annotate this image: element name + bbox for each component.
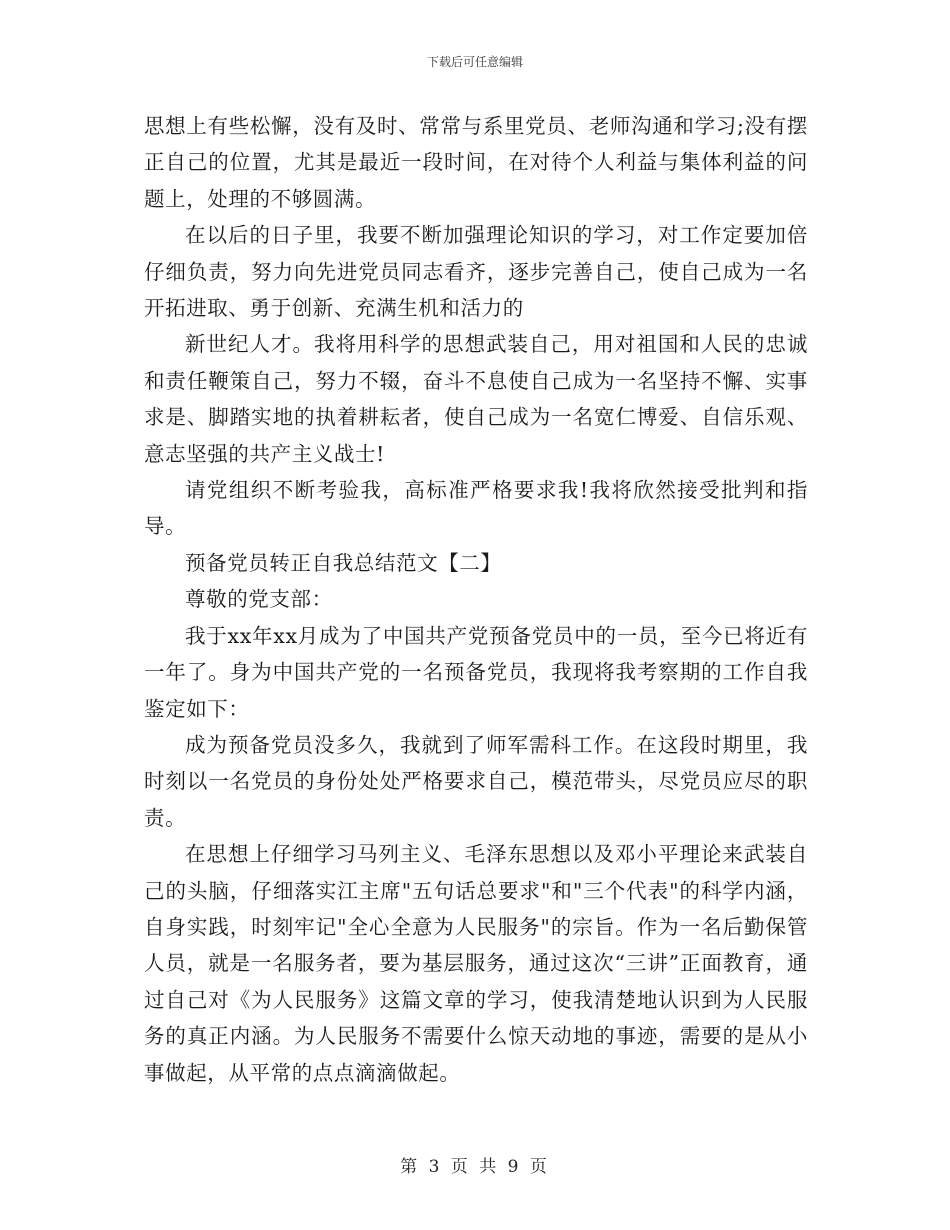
document-body bbox=[144, 108, 808, 1091]
paragraph-7: 我于xx年xx月成为了中国共产党预备党员中的一员，至今已将近有一年了。身为中国共产党的一名预备党员，我现将我考察期的工作自我鉴定如下： bbox=[144, 623, 808, 721]
paragraph-9: 在思想上仔细学习马列主义、毛泽东思想以及邓小平理论来武装自己的头脑，仔细落实江主席"五句话总要求"和"三个代表"的科学内涵，自身实践，时刻牢记"全心全意为人民服务"的宗旨。作为一名后勤保管人员，就是一名服务者，要为基层服务，通过这次“三讲”正面教育，通过自己对《为人民服务》这篇文章的学习，使我清楚地认识到为人民服务的真正内涵。为人民服务不需要什么惊天动地的事迹，需要的是从小事做起，从平常的点点滴滴做起。 bbox=[144, 842, 808, 1085]
page-header-note: 下载后可任意编辑 bbox=[426, 55, 523, 69]
paragraph-3: 新世纪人才。我将用科学的思想武装自己，用对祖国和人民的忠诚和责任鞭策自己，努力不辍，奋斗不息使自己成为一名坚持不懈、实事求是、脚踏实地的执着耕耘者，使自己成为一名宽仁博爱、自信乐观、意志坚强的共产主义战士! bbox=[144, 332, 808, 466]
salutation: 尊敬的党支部： bbox=[185, 587, 333, 612]
paragraph-1: 思想上有些松懈，没有及时、常常与系里党员、老师沟通和学习;没有摆正自己的位置，尤其是最近一段时间，在对待个人利益与集体利益的问题上，处理的不够圆满。 bbox=[144, 114, 808, 211]
section-title: 预备党员转正自我总结范文【二】 bbox=[185, 550, 502, 575]
page-number: 第 3 页 共 9 页 bbox=[400, 1157, 550, 1177]
paragraph-4: 请党组织不断考验我，高标准严格要求我!我将欣然接受批判和指导。 bbox=[144, 478, 808, 539]
paragraph-8: 成为预备党员没多久，我就到了师军需科工作。在这段时期里，我时刻以一名党员的身份处处严格要求自己，模范带头，尽党员应尽的职责。 bbox=[144, 732, 808, 830]
paragraph-2: 在以后的日子里，我要不断加强理论知识的学习，对工作定要加倍仔细负责，努力向先进党员同志看齐，逐步完善自己，使自己成为一名开拓进取、勇于创新、充满生机和活力的 bbox=[144, 223, 808, 321]
